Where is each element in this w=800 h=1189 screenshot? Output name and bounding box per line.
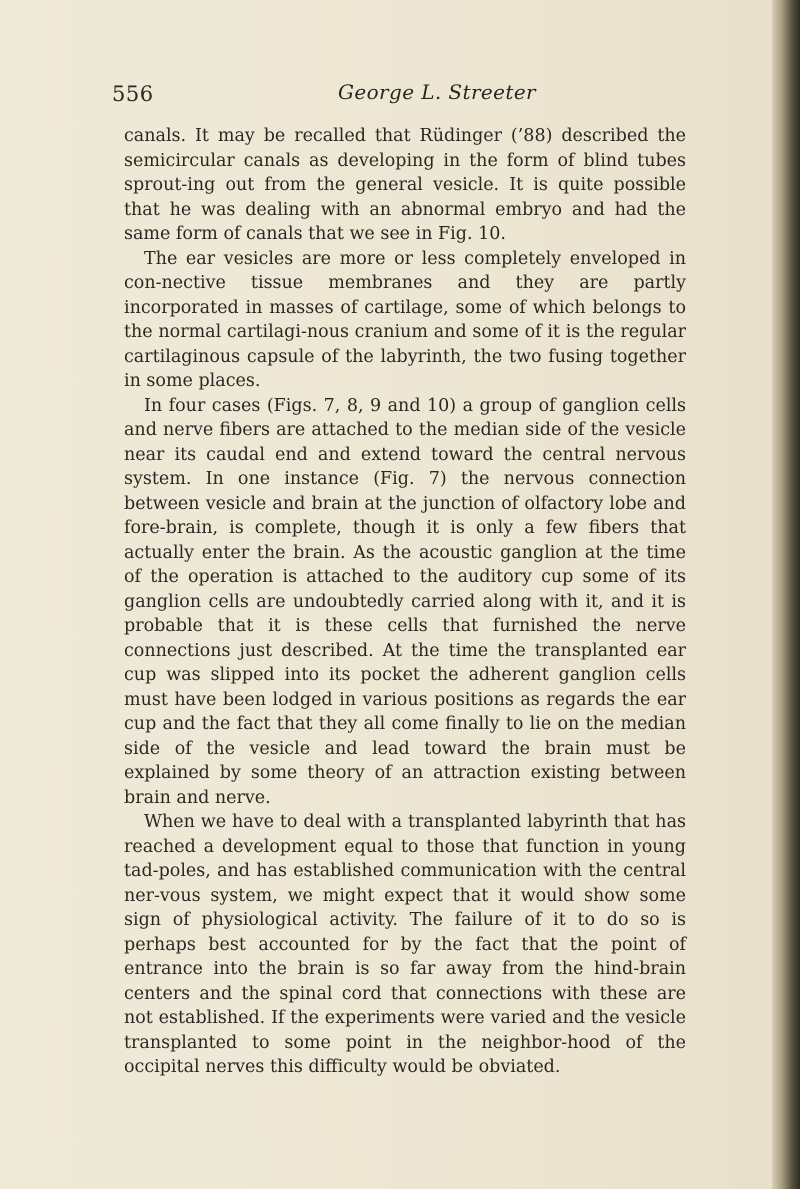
paragraph: canals. It may be recalled that Rüdinger (’88) described the semicircular canals as developing in the form of blind tubes sprout-ing out from the general vesicle. It is quite possible that he was dealing with an abnormal embryo and had the same form of canals that we see in Fig. 10. <box>124 126 686 244</box>
running-title: George L. Streeter <box>338 80 537 104</box>
paragraph: The ear vesicles are more or less completely enveloped in con-nective tissue membranes and they are partly incorporated in masses of cartilage, some of which belongs to the normal cartilagi-nous cranium and some of it is the regular cartilaginous capsule of the labyrinth, the two fusing together in some places. <box>124 248 686 391</box>
paragraph: In four cases (Figs. 7, 8, 9 and 10) a group of ganglion cells and nerve fibers are attached to the median side of the vesicle near its caudal end and extend toward the central nervous system. In one instance (Fig. 7) the nervous connection between vesicle and brain at the junction of olfactory lobe and fore-brain, is complete, though it is only a few fibers that actually enter the brain. As the acoustic ganglion at the time of the operation is attached to the auditory cup some of its ganglion cells are undoubtedly carried along with it, and it is probable that it is these cells that furnished the nerve connections just described. At the time the transplanted ear cup was slipped into its pocket the adherent ganglion cells must have been lodged in various positions as regards the ear cup and the fact that they all come finally to lie on the median side of the vesicle and lead toward the brain must be explained by some theory of an attraction existing between brain and nerve. <box>124 395 686 808</box>
paragraph: When we have to deal with a transplanted labyrinth that has reached a development equal to those that function in young tad-poles, and has established communication with the central ner-vous system, we might expect that it would show some sign of physiological activity. The failure of it to do so is perhaps best accounted for by the fact that the point of entrance into the brain is so far away from the hind-brain centers and the spinal cord that connections with these are not established. If the experiments were varied and the vesicle transplanted to some point in the neighbor-hood of the occipital nerves this difficulty would be obviated. <box>124 812 686 1077</box>
binding-edge <box>772 0 800 1189</box>
text-body <box>124 124 686 1080</box>
page-number: 556 <box>112 82 154 106</box>
running-head <box>112 80 712 110</box>
